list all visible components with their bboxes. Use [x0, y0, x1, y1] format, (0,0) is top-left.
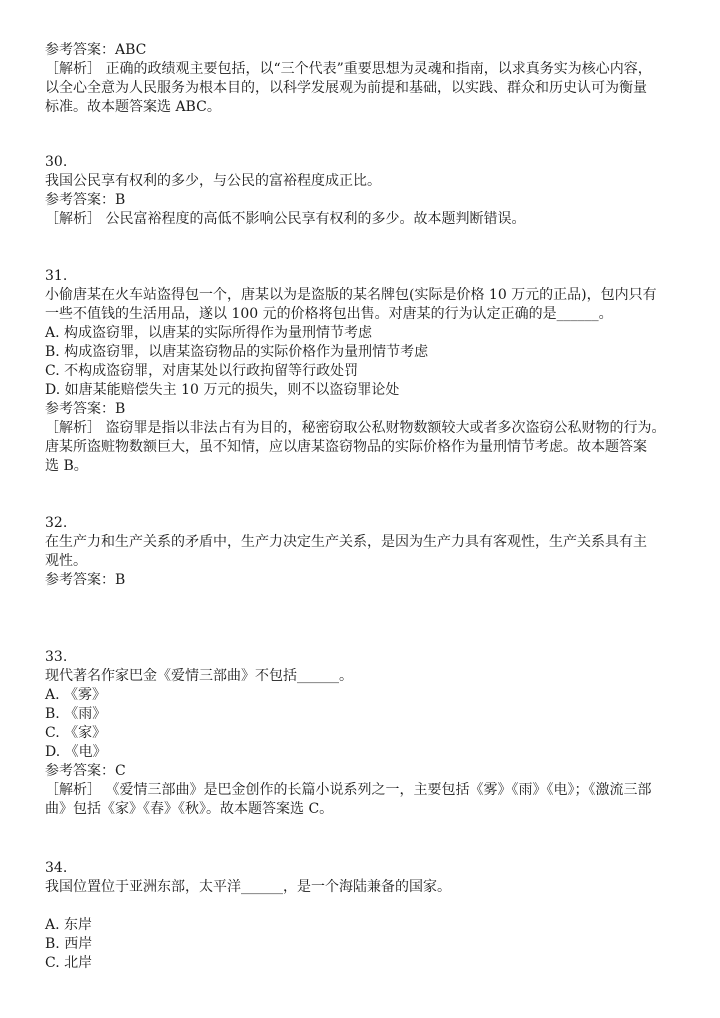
question-stem: 我国公民享有权利的多少，与公民的富裕程度成正比。 [45, 173, 381, 189]
document-page [45, 41, 685, 973]
analysis-line: 唐某所盗赃物数额巨大，虽不知情，应以唐某盗窃物品的实际价格作为量刑情节考虑。故本题答案 [45, 439, 647, 455]
analysis-line: 标准。故本题答案选 ABC。 [45, 99, 221, 115]
option-c: C. 不构成盗窃罪，对唐某处以行政拘留等行政处罚 [45, 363, 359, 379]
analysis-line: 选 B。 [45, 458, 88, 474]
question-stem: 一些不值钱的生活用品，遂以 100 元的价格将包出售。对唐某的行为认定正确的是______。 [45, 306, 613, 322]
option-c: C. 《家》 [45, 725, 107, 741]
analysis-line: ［解析］ 盗窃罪是指以非法占有为目的，秘密窃取公私财物数额较大或者多次盗窃公私财物的行为。 [45, 420, 666, 436]
question-number: 30. [45, 154, 68, 170]
question-31 [45, 267, 685, 476]
question-stem: 我国位置位于亚洲东部，太平洋______，是一个海陆兼备的国家。 [45, 879, 451, 895]
answer-text: 参考答案：ABC [45, 42, 147, 58]
question-number: 31. [45, 268, 68, 284]
option-b: B. 西岸 [45, 936, 93, 952]
option-a: A. 《雾》 [45, 687, 107, 703]
question-30 [45, 153, 685, 229]
question-32 [45, 514, 685, 590]
question-stem: 现代著名作家巴金《爱情三部曲》不包括______。 [45, 668, 353, 684]
analysis-line: ［解析］ 公民富裕程度的高低不影响公民享有权利的多少。故本题判断错误。 [45, 211, 526, 227]
analysis-line: 以全心全意为人民服务为根本目的，以科学发展观为前提和基础，以实践、群众和历史认可为衡量 [45, 80, 647, 96]
option-b: B. 《雨》 [45, 706, 107, 722]
answer-text: 参考答案：B [45, 401, 126, 417]
question-stem: 小偷唐某在火车站盗得包一个，唐某以为是盗版的某名牌包(实际是价格 10 万元的正品)，包内只有 [45, 287, 657, 303]
analysis-line: 曲》包括《家》《春》《秋》。故本题答案选 C。 [45, 801, 334, 817]
option-d: D. 如唐某能赔偿失主 10 万元的损失，则不以盗窃罪论处 [45, 382, 400, 398]
answer-text: 参考答案：B [45, 192, 126, 208]
question-number: 34. [45, 860, 68, 876]
question-stem: 在生产力和生产关系的矛盾中，生产力决定生产关系，是因为生产力具有客观性，生产关系具有主 [45, 534, 647, 550]
question-stem: 观性。 [45, 553, 87, 569]
analysis-line: ［解析］ 《爱情三部曲》是巴金创作的长篇小说系列之一，主要包括《雾》《雨》《电》；《激流三部 [45, 782, 652, 798]
question-33 [45, 648, 685, 819]
option-a: A. 东岸 [45, 917, 93, 933]
answer-text: 参考答案：C [45, 763, 126, 779]
option-d: D. 《电》 [45, 744, 107, 760]
option-c: C. 北岸 [45, 955, 93, 971]
question-number: 32. [45, 515, 68, 531]
analysis-line: ［解析］ 正确的政绩观主要包括，以“三个代表”重要思想为灵魂和指南，以求真务实为核心内容， [45, 61, 652, 77]
option-b: B. 构成盗窃罪，以唐某盗窃物品的实际价格作为量刑情节考虑 [45, 344, 429, 360]
option-a: A. 构成盗窃罪，以唐某的实际所得作为量刑情节考虑 [45, 325, 373, 341]
question-number: 33. [45, 649, 68, 665]
prev-question-block [45, 41, 685, 117]
answer-text: 参考答案：B [45, 572, 126, 588]
question-34 [45, 859, 685, 973]
